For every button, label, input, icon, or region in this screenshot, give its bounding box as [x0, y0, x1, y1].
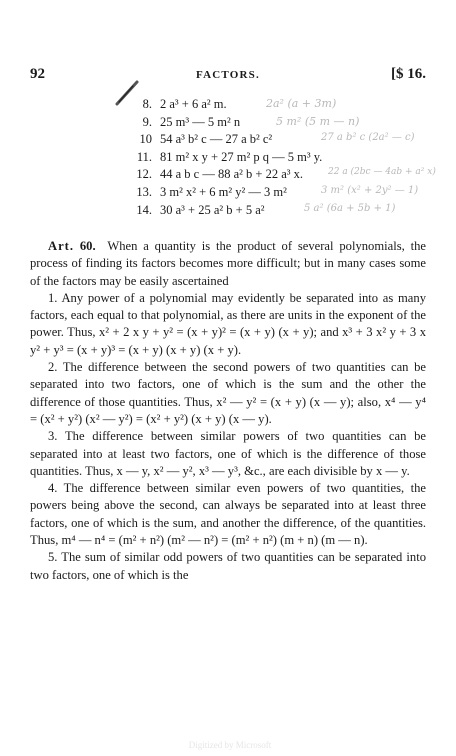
handwritten-note: 2a² (a + 3m): [266, 97, 337, 110]
article-body: [30, 238, 426, 584]
handwritten-note: 22 a (2bc — 4ab + a² x): [328, 167, 436, 178]
section-marker: [$ 16.: [391, 66, 426, 82]
scan-watermark: Digitized by Microsoft: [188, 740, 272, 750]
exercise-item: [116, 167, 436, 185]
handwritten-note: 5 a² (6a + 5b + 1): [304, 202, 396, 214]
exercise-list: [116, 97, 436, 220]
handwritten-note: 5 m² (5 m — n): [276, 114, 360, 128]
exercise-item: [116, 132, 436, 150]
rule-paragraph-4: 4. The difference between similar even powers of two quantities, the powers being above the second, can always be separated into at least three factors, one of which is the sum, and another the difference, of the quantities. Thus, m⁴ — n⁴ = (m² + n²) (m² — n²) = (m² + n²) (m + n) (m — n).: [30, 481, 426, 548]
exercise-item: [116, 115, 436, 133]
exercise-number: 8.: [142, 97, 152, 111]
exercise-number: 9.: [142, 114, 152, 129]
article-intro-text: When a quantity is the product of several polynomials, the process of finding its factors becomes more difficult; but in many cases some of the factors may be easily ascertained: [30, 239, 427, 288]
article-number: 60.: [79, 239, 96, 253]
exercise-item: [116, 203, 436, 221]
exercise-item: [116, 185, 436, 203]
exercise-expression: 30 a³ + 25 a² b + 5 a²: [160, 202, 265, 217]
handwritten-note: 3 m² (x² + 2y² — 1): [321, 184, 419, 196]
exercise-expression: 25 m³ — 5 m² n: [160, 114, 241, 129]
exercise-expression: 54 a³ b² c — 27 a b² c²: [160, 132, 273, 147]
exercise-number: 12.: [136, 167, 152, 182]
exercise-expression: 44 a b c — 88 a² b + 22 a³ x.: [160, 167, 303, 182]
page-header: [30, 66, 426, 86]
exercise-item: [116, 97, 436, 115]
article-label: Art.: [48, 239, 75, 253]
exercise-number: 13.: [136, 184, 152, 199]
exercise-number: 14.: [136, 202, 152, 217]
exercise-number: 10: [139, 132, 152, 147]
exercise-number: 11.: [136, 149, 152, 164]
rule-paragraph-3: 3. The difference between similar powers of two quantities can be separated into at least two factors, one of which is the difference of those quantities. Thus, x — y, x² — y², x³ — y³, &c., are each divisible by x — y.: [30, 429, 426, 478]
rule-paragraph-1: 1. Any power of a polynomial may evidently be separated into as many factors, each equal to that polynomial, as there are units in the exponent of the power. Thus, x² + 2 x y + y² = (x + y)² = (x + y) (x + y); and x³ + 3 x² y + 3 x y² + y³ = (x + y)³ = (x + y) (x + y) (x + y).: [30, 290, 426, 357]
exercise-expression: 3 m² x² + 6 m² y² — 3 m²: [160, 184, 287, 199]
handwritten-note: 27 a b² c (2a² — c): [321, 132, 415, 144]
rule-paragraph-5: 5. The sum of similar odd powers of two quantities can be separated into two factors, one of which is the: [30, 550, 426, 582]
running-title: FACTORS.: [196, 69, 260, 81]
page-number: 92: [30, 66, 45, 82]
rule-paragraph-2: 2. The difference between the second powers of two quantities can be separated into two factors, one of which is the sum and the other the difference of those quantities. Thus, x² — y² = (x + y) (x — y); also, x⁴ — y⁴ = (x² + y²) (x² — y²) = (x² + y²) (x + y) (x — y).: [30, 360, 426, 426]
exercise-expression: 81 m² x y + 27 m² p q — 5 m³ y.: [160, 149, 323, 164]
exercise-expression: 2 a³ + 6 a² m.: [160, 97, 227, 111]
exercise-item: [116, 150, 436, 168]
article-intro: [30, 238, 426, 290]
